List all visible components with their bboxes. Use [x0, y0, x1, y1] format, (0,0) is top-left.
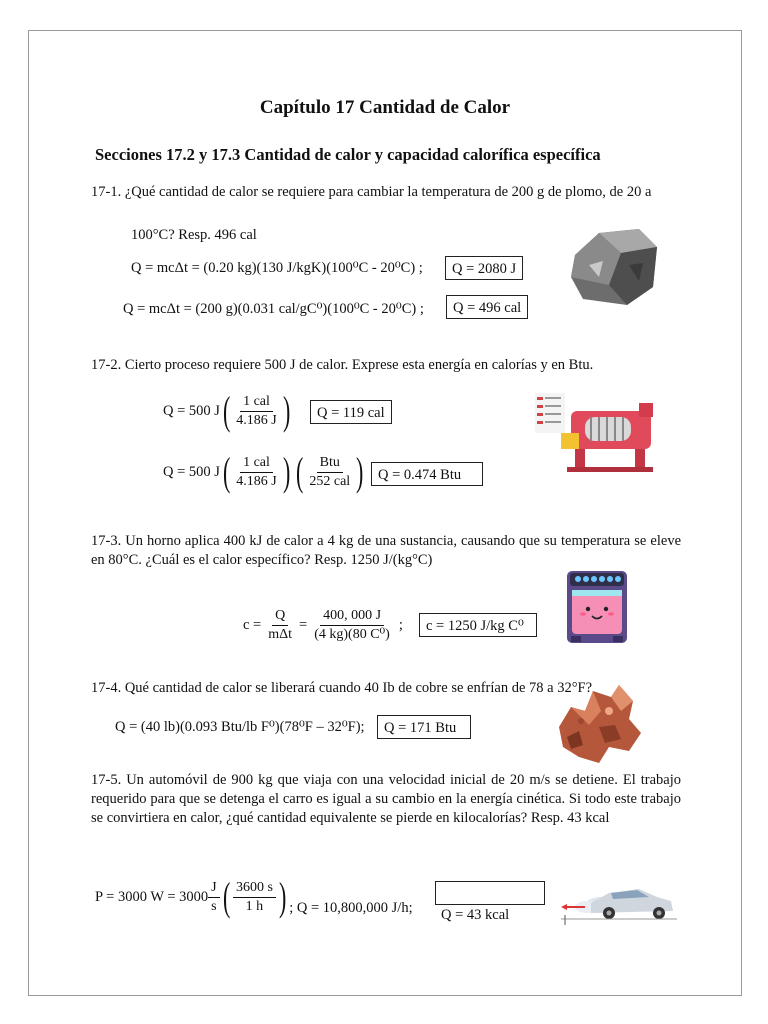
- answer-box-119cal: Q = 119 cal: [310, 400, 392, 424]
- problem-17-2-line1: 17-2. Cierto proceso requiere 500 J de calor. Exprese esta energía en calorías y en Btu.: [91, 357, 594, 373]
- power-label: P = 3000 W = 3000: [95, 888, 209, 905]
- answer-43kcal: Q = 43 kcal: [441, 907, 510, 923]
- braking-car-image: [557, 875, 677, 929]
- problem-17-1-equation-1: Q = mcΔt = (0.20 kg)(130 J/kgK)(100⁰C - 20⁰C) ;: [131, 260, 423, 276]
- copper-nugget-image: [549, 681, 645, 767]
- answer-box-2080J: Q = 2080 J: [445, 256, 523, 280]
- problem-17-3-equation: c = $\frac{Q}{\text{mΔt}}$ = $\frac{400, 000 J}{\text{(4 kg)(80 C⁰)}}$ ;: [243, 608, 403, 642]
- problem-17-4-equation: Q = (40 lb)(0.093 Btu/lb F⁰)(78⁰F – 32⁰F);: [115, 719, 365, 735]
- problem-17-5-text: 17-5. Un automóvil de 900 kg que viaja con una velocidad inicial de 20 m/s se detiene. El trabajo requerido para que se detenga el carro es igual a su cambio en la energía cinética. Si todo este trabajo se convirtiera en calor, ¿qué cantidad equivalente se pierde en kilocalorías? Resp. 43 kcal: [91, 772, 681, 826]
- section-heading: Secciones 17.2 y 17.3 Cantidad de calor y capacidad calorífica específica: [95, 145, 601, 164]
- problem-17-1-line2: 100°C? Resp. 496 cal: [131, 227, 257, 243]
- c-label: c =: [243, 617, 262, 633]
- empty-answer-box: [435, 881, 545, 905]
- problem-17-4-line1: 17-4. Qué cantidad de calor se liberará cuando 40 Ib de cobre se enfrían de 78 a 32°F?: [91, 680, 593, 696]
- chapter-title: Capítulo 17 Cantidad de Calor: [259, 97, 511, 118]
- problem-17-2-equation-2: Q = 500 J ( $\frac{\text{1 cal}}{4.186 J}$ ) ( $\frac{\text{Btu}}{\text{252 cal}}$ ): [163, 449, 364, 494]
- lead-block-image: [569, 225, 661, 309]
- fraction-btu-per-cal: $\frac{\text{Btu}}{\text{252 cal}}$: [309, 454, 351, 489]
- answer-box-496cal: Q = 496 cal: [446, 295, 528, 319]
- process-machine-image: [531, 389, 661, 477]
- answer-box-1250: c = 1250 J/kg C⁰: [419, 613, 537, 637]
- problem-17-1-equation-2: Q = mcΔt = (200 g)(0.031 cal/gC⁰)(100⁰C - 20⁰C) ;: [123, 301, 424, 317]
- answer-box-0474btu: Q = 0.474 Btu: [371, 462, 483, 486]
- fraction-cal-per-joule: $\frac{\text{1 cal}}{4.186 J}$: [236, 393, 277, 428]
- problem-17-2-equation-1: Q = 500 J ( $\frac{\text{1 cal}}{4.186 J}$ ): [163, 388, 291, 433]
- answer-box-171btu: Q = 171 Btu: [377, 715, 471, 739]
- problem-17-5-equation: P = 3000 W = 3000 $\frac{J}{s}$ ( $\frac{3600 s}{1 h}$ ) ; Q = 10,800,000 J/h;: [95, 874, 413, 919]
- document-page: [28, 30, 742, 996]
- problem-17-3-text: 17-3. Un horno aplica 400 kJ de calor a 4 kg de una sustancia, causando que su temperatura se eleve en 80°C. ¿Cuál es el calor específico? Resp. 1250 J/(kg°C): [91, 533, 681, 568]
- problem-17-1-line1: 17-1. ¿Qué cantidad de calor se requiere para cambiar la temperatura de 200 g de plomo, de 20 a: [91, 184, 652, 200]
- oven-cartoon-image: [565, 569, 629, 645]
- q-500J-label: Q = 500 J: [163, 402, 220, 419]
